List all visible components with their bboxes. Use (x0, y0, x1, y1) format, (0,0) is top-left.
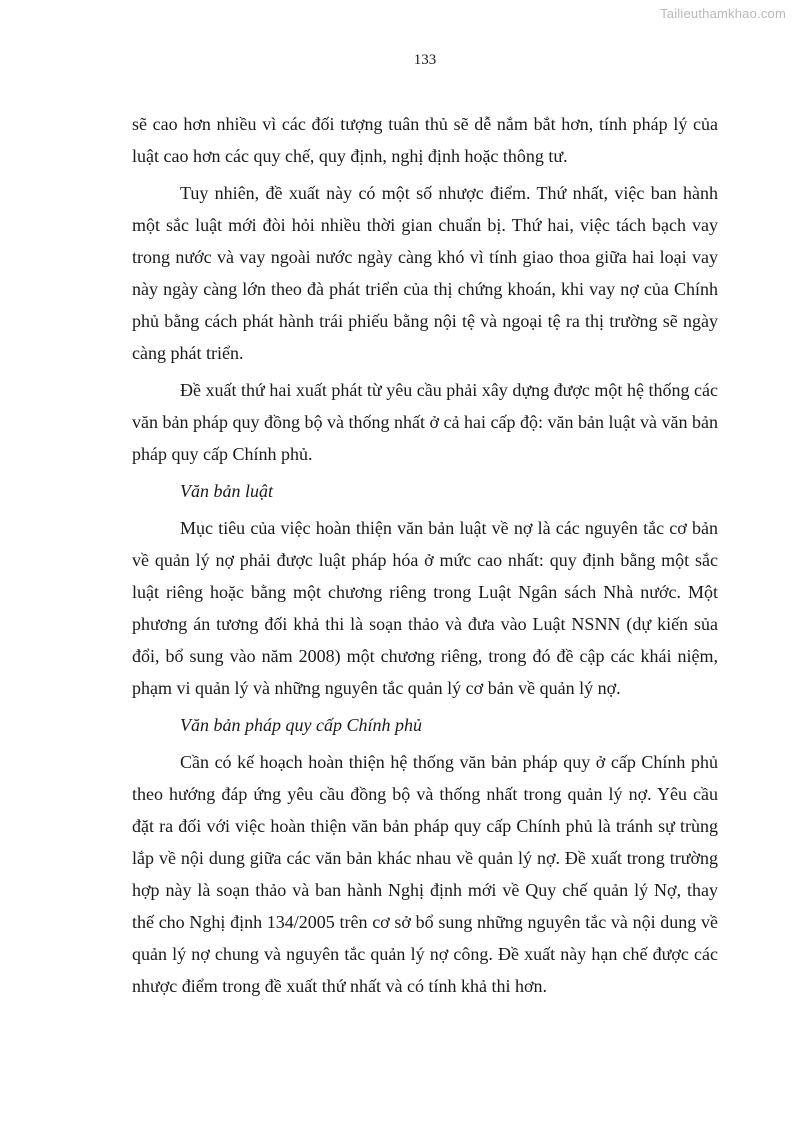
page-number: 133 (413, 52, 437, 68)
document-body (132, 108, 718, 1002)
paragraph-continuation: sẽ cao hơn nhiều vì các đối tượng tuân thủ sẽ dễ nắm bắt hơn, tính pháp lý của luật cao hơn các quy chế, quy định, nghị định hoặc thông tư. (132, 114, 718, 166)
section-heading-law-documents: Văn bản luật (180, 481, 273, 501)
paragraph-government-regulations: Cần có kế hoạch hoàn thiện hệ thống văn bản pháp quy ở cấp Chính phủ theo hướng đáp ứng yêu cầu đồng bộ và thống nhất trong quản lý nợ. Yêu cầu đặt ra đối với việc hoàn thiện văn bản pháp quy cấp Chính phủ là tránh sự trùng lắp về nội dung giữa các văn bản khác nhau về quản lý nợ. Đề xuất trong trường hợp này là soạn thảo và ban hành Nghị định mới về Quy chế quản lý Nợ, thay thế cho Nghị định 134/2005 trên cơ sở bổ sung những nguyên tắc và nội dung về quản lý nợ chung và nguyên tắc quản lý nợ công. Đề xuất này hạn chế được các nhược điểm trong đề xuất thứ nhất và có tính khả thi hơn. (132, 752, 718, 996)
watermark-text: Tailieuthamkhao.com (660, 6, 786, 21)
paragraph-drawbacks: Tuy nhiên, đề xuất này có một số nhược điểm. Thứ nhất, việc ban hành một sắc luật mới đòi hỏi nhiều thời gian chuẩn bị. Thứ hai, việc tách bạch vay trong nước và vay ngoài nước ngày càng khó vì tính giao thoa giữa hai loại vay này ngày càng lớn theo đà phát triển của thị chứng khoán, khi vay nợ của Chính phủ bằng cách phát hành trái phiếu bằng nội tệ và ngoại tệ ra thị trường sẽ ngày càng phát triển. (132, 183, 718, 363)
paragraph-second-proposal: Đề xuất thứ hai xuất phát từ yêu cầu phải xây dựng được một hệ thống các văn bản pháp quy đồng bộ và thống nhất ở cả hai cấp độ: văn bản luật và văn bản pháp quy cấp Chính phủ. (132, 380, 718, 464)
section-heading-government-regulations: Văn bản pháp quy cấp Chính phủ (180, 715, 422, 735)
paragraph-law-documents: Mục tiêu của việc hoàn thiện văn bản luật về nợ là các nguyên tắc cơ bản về quản lý nợ phải được luật pháp hóa ở mức cao nhất: quy định bằng một sắc luật riêng hoặc bằng một chương riêng trong Luật Ngân sách Nhà nước. Một phương án tương đối khả thi là soạn thảo và đưa vào Luật NSNN (dự kiến sủa đổi, bổ sung vào năm 2008) một chương riêng, trong đó đề cập các khái niệm, phạm vi quản lý và những nguyên tắc quản lý cơ bản về quản lý nợ. (132, 518, 718, 698)
